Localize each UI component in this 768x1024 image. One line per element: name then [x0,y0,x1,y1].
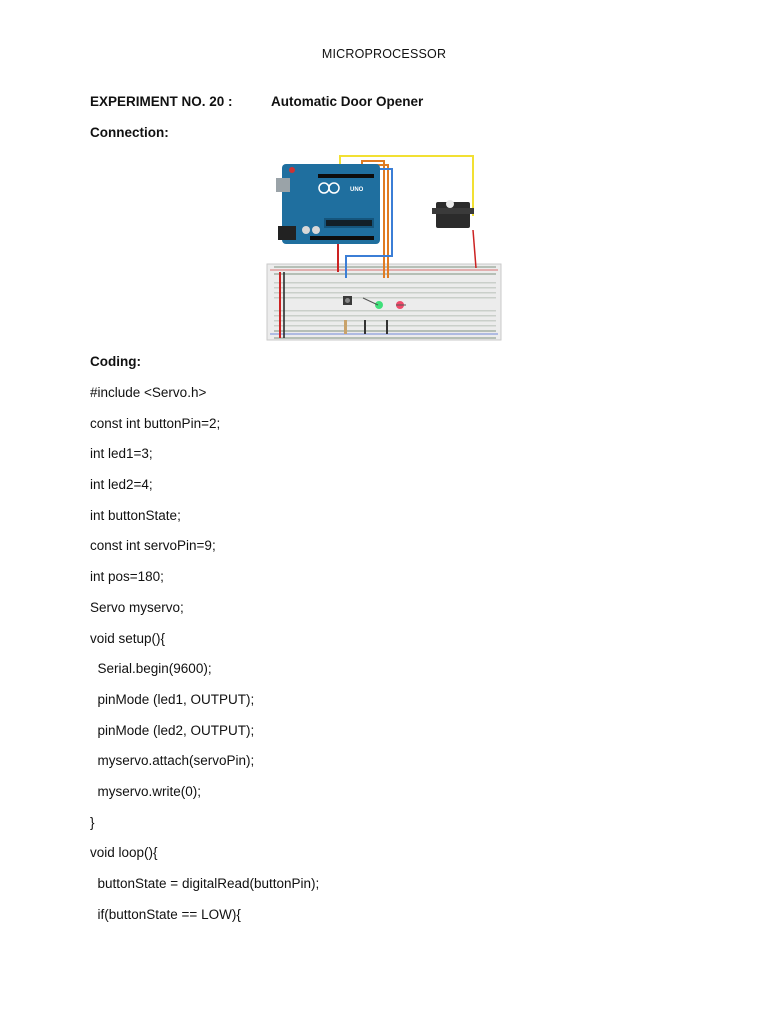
code-line: myservo.attach(servoPin); [90,753,255,769]
circuit-diagram [266,152,502,342]
board-label: UNO [350,187,364,193]
code-line: if(buttonState == LOW){ [90,906,241,922]
resistor-2 [364,320,366,334]
code-line: const int buttonPin=2; [90,415,221,431]
page-header: MICROPROCESSOR [321,47,447,61]
code-line: Serial.begin(9600); [90,661,212,677]
servo-motor [432,200,474,228]
code-line: #include <Servo.h> [90,385,207,400]
code-line: Servo myservo; [90,599,184,615]
code-line: buttonState = digitalRead(buttonPin); [90,876,320,891]
connection-heading: Connection: [90,125,169,140]
led-green [375,301,383,309]
code-line: } [90,814,95,830]
code-line: void loop(){ [90,845,158,861]
code-line: int led1=3; [90,446,153,462]
code-line: const int servoPin=9; [90,538,216,554]
code-line: pinMode (led2, OUTPUT); [90,722,255,738]
code-line: myservo.write(0); [90,783,202,799]
wire-red-servo [473,230,476,268]
arduino-board [276,164,380,244]
code-line: int pos=180; [90,569,164,585]
code-line: pinMode (led1, OUTPUT); [90,691,255,707]
code-listing [90,384,319,936]
resistor-1 [344,320,347,334]
experiment-title: Automatic Door Opener [271,94,424,109]
code-line: void setup(){ [90,630,166,646]
coding-heading: Coding: [90,354,141,369]
experiment-number: EXPERIMENT NO. 20 : [90,94,233,109]
resistor-3 [386,320,388,334]
code-line: int led2=4; [90,477,153,493]
code-line: int buttonState; [90,507,181,523]
